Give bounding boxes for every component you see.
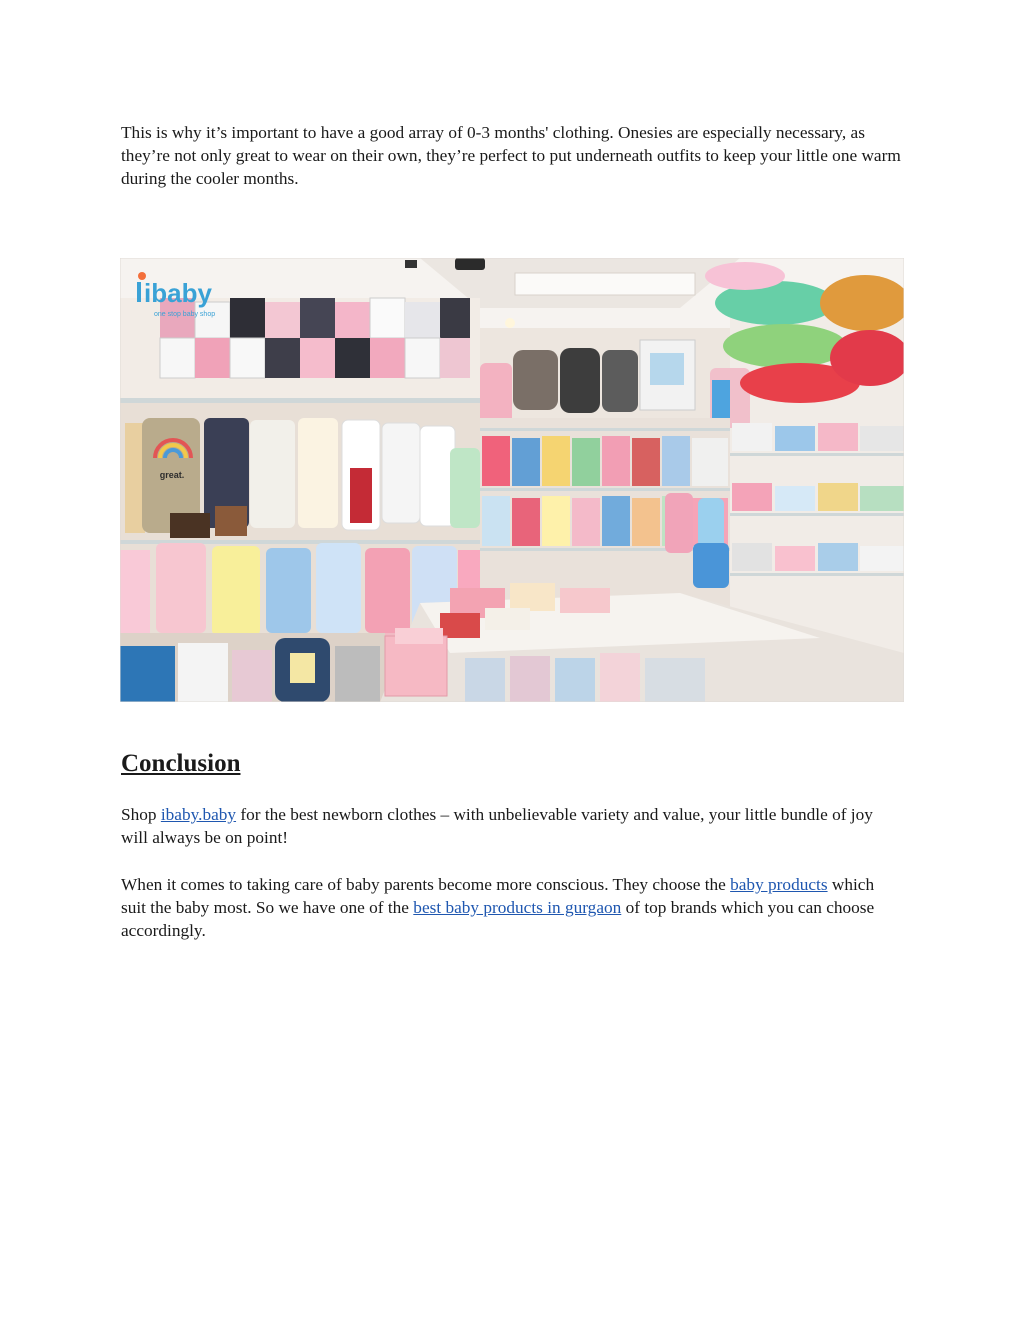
logo-wordmark: ibaby <box>144 278 212 308</box>
care-suffix: of top brands which you can choose accordingly. <box>121 898 875 940</box>
shop-suffix: for the best newborn clothes – with unbelievable variety and value, your little bundle of joy will always be on point! <box>121 805 873 847</box>
onesie-print-text: great. <box>159 470 185 480</box>
best-baby-products-gurgaon-link[interactable]: best baby products in gurgaon <box>413 898 622 917</box>
logo-tagline: one stop baby shop <box>154 311 216 318</box>
shop-paragraph <box>121 803 901 849</box>
store-photo <box>120 258 904 702</box>
care-middle: which suit the baby most. So we have one of the <box>121 875 875 917</box>
conclusion-heading: Conclusion <box>121 750 241 777</box>
care-paragraph <box>121 873 901 942</box>
intro-paragraph: This is why it’s important to have a good array of 0-3 months' clothing. Onesies are especially necessary, as they’re not only great to wear on their own, they’re perfect to put underneath outfits to keep your little one warm during the cooler months. <box>121 123 901 188</box>
ibaby-link[interactable]: ibaby.baby <box>160 805 237 824</box>
baby-products-link[interactable]: baby products <box>730 875 828 894</box>
care-prefix: When it comes to taking care of baby parents become more conscious. They choose the <box>121 875 731 894</box>
shop-prefix: Shop <box>121 805 161 824</box>
